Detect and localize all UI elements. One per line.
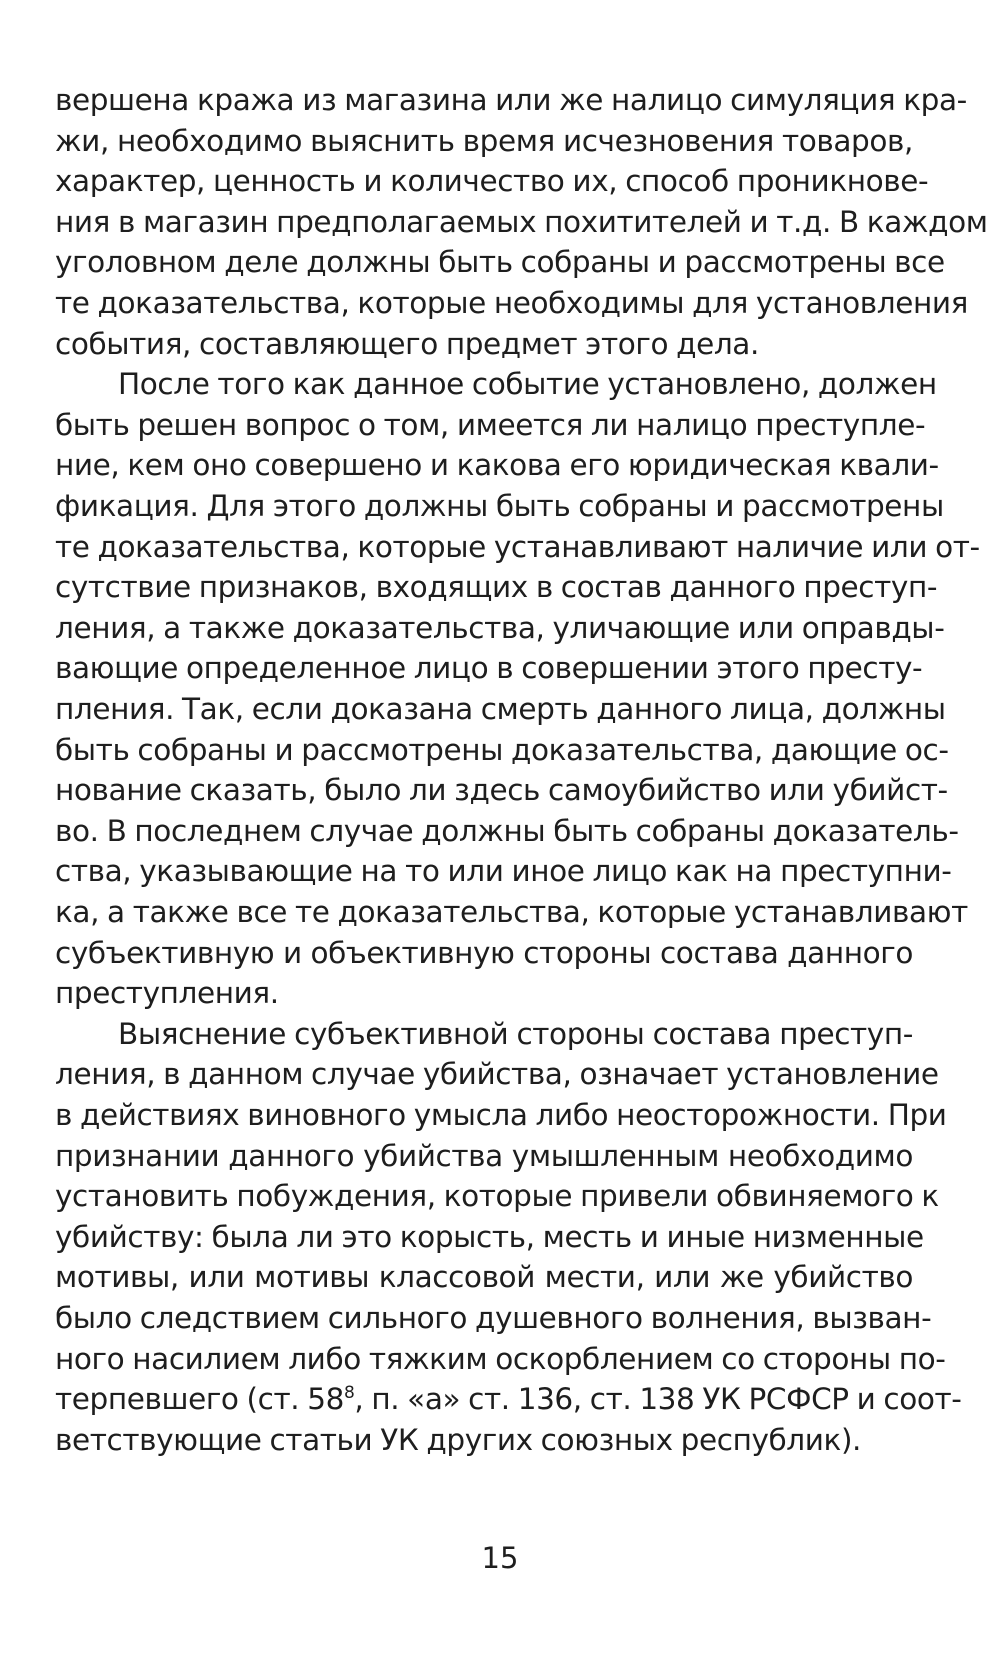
text-line: в действиях виновного умысла либо неосторожности. При: [55, 1098, 947, 1132]
text-line: признании данного убийства умышленным необходимо: [55, 1138, 913, 1173]
text-line: терпевшего (ст. $58^8$, п. «а» ст. 136, ст. 138 УК РСФСР и соот-: [55, 1382, 962, 1417]
text-line: установить побуждения, которые привели обвиняемого к: [55, 1179, 939, 1214]
footnote-superscript: 8: [343, 1383, 355, 1404]
text-line: те доказательства, которые необходимы для установления: [55, 286, 968, 320]
text-line: После того как данное событие установлено, должен: [118, 367, 937, 402]
text-line: ления, в данном случае убийства, означает установление: [55, 1057, 939, 1092]
text-line: быть решен вопрос о том, имеется ли налицо преступле-: [55, 407, 926, 442]
text-line: вающие определенное лицо в совершении этого престу-: [55, 651, 923, 686]
text-line: жи, необходимо выяснить время исчезновения товаров,: [55, 123, 913, 158]
text-line: пления. Так, если доказана смерть данного лица, должны: [55, 692, 946, 726]
text-line: нование сказать, было ли здесь самоубийство или убийст-: [55, 773, 948, 808]
text-line: сутствие признаков, входящих в состав данного преступ-: [55, 570, 938, 605]
text-line: ние, кем оно совершено и какова его юридическая квали-: [55, 448, 939, 483]
text-line: во. В последнем случае должны быть собраны доказатель-: [55, 813, 959, 848]
text-line: ного насилием либо тяжким оскорблением со стороны по-: [55, 1341, 946, 1376]
text-line: ства, указывающие на то или иное лицо как на преступни-: [55, 854, 952, 889]
page-number: 15: [481, 1541, 519, 1575]
text-line: события, составляющего предмет этого дела.: [55, 326, 759, 361]
text-line: было следствием сильного душевного волнения, вызван-: [55, 1301, 932, 1335]
text-line: ветствующие статьи УК других союзных республик).: [55, 1422, 862, 1457]
text-line: быть собраны и рассмотрены доказательства, дающие ос-: [55, 732, 949, 767]
text-line: ка, а также все те доказательства, которые устанавливают: [55, 895, 968, 929]
text-line: убийству: была ли это корысть, месть и иные низменные: [55, 1219, 924, 1254]
text-line: Выяснение субъективной стороны состава преступ-: [118, 1016, 913, 1051]
text-line: фикация. Для этого должны быть собраны и рассмотрены: [55, 489, 944, 523]
text-line: ния в магазин предполагаемых похитителей и т.д. В каждом: [55, 204, 988, 239]
text-line: мотивы, или мотивы классовой мести, или же убийство: [55, 1260, 913, 1295]
text-line: преступления.: [55, 976, 279, 1011]
text-line: субъективную и объективную стороны состава данного: [55, 935, 913, 970]
text-line: те доказательства, которые устанавливают наличие или от-: [55, 529, 980, 564]
text-line: ления, а также доказательства, уличающие или оправды-: [55, 610, 945, 645]
text-line: вершена кража из магазина или же налицо симуляция кра-: [55, 83, 967, 117]
text-line: характер, ценность и количество их, способ проникнове-: [55, 164, 929, 199]
text-line: уголовном деле должны быть собраны и рассмотрены все: [55, 245, 945, 280]
